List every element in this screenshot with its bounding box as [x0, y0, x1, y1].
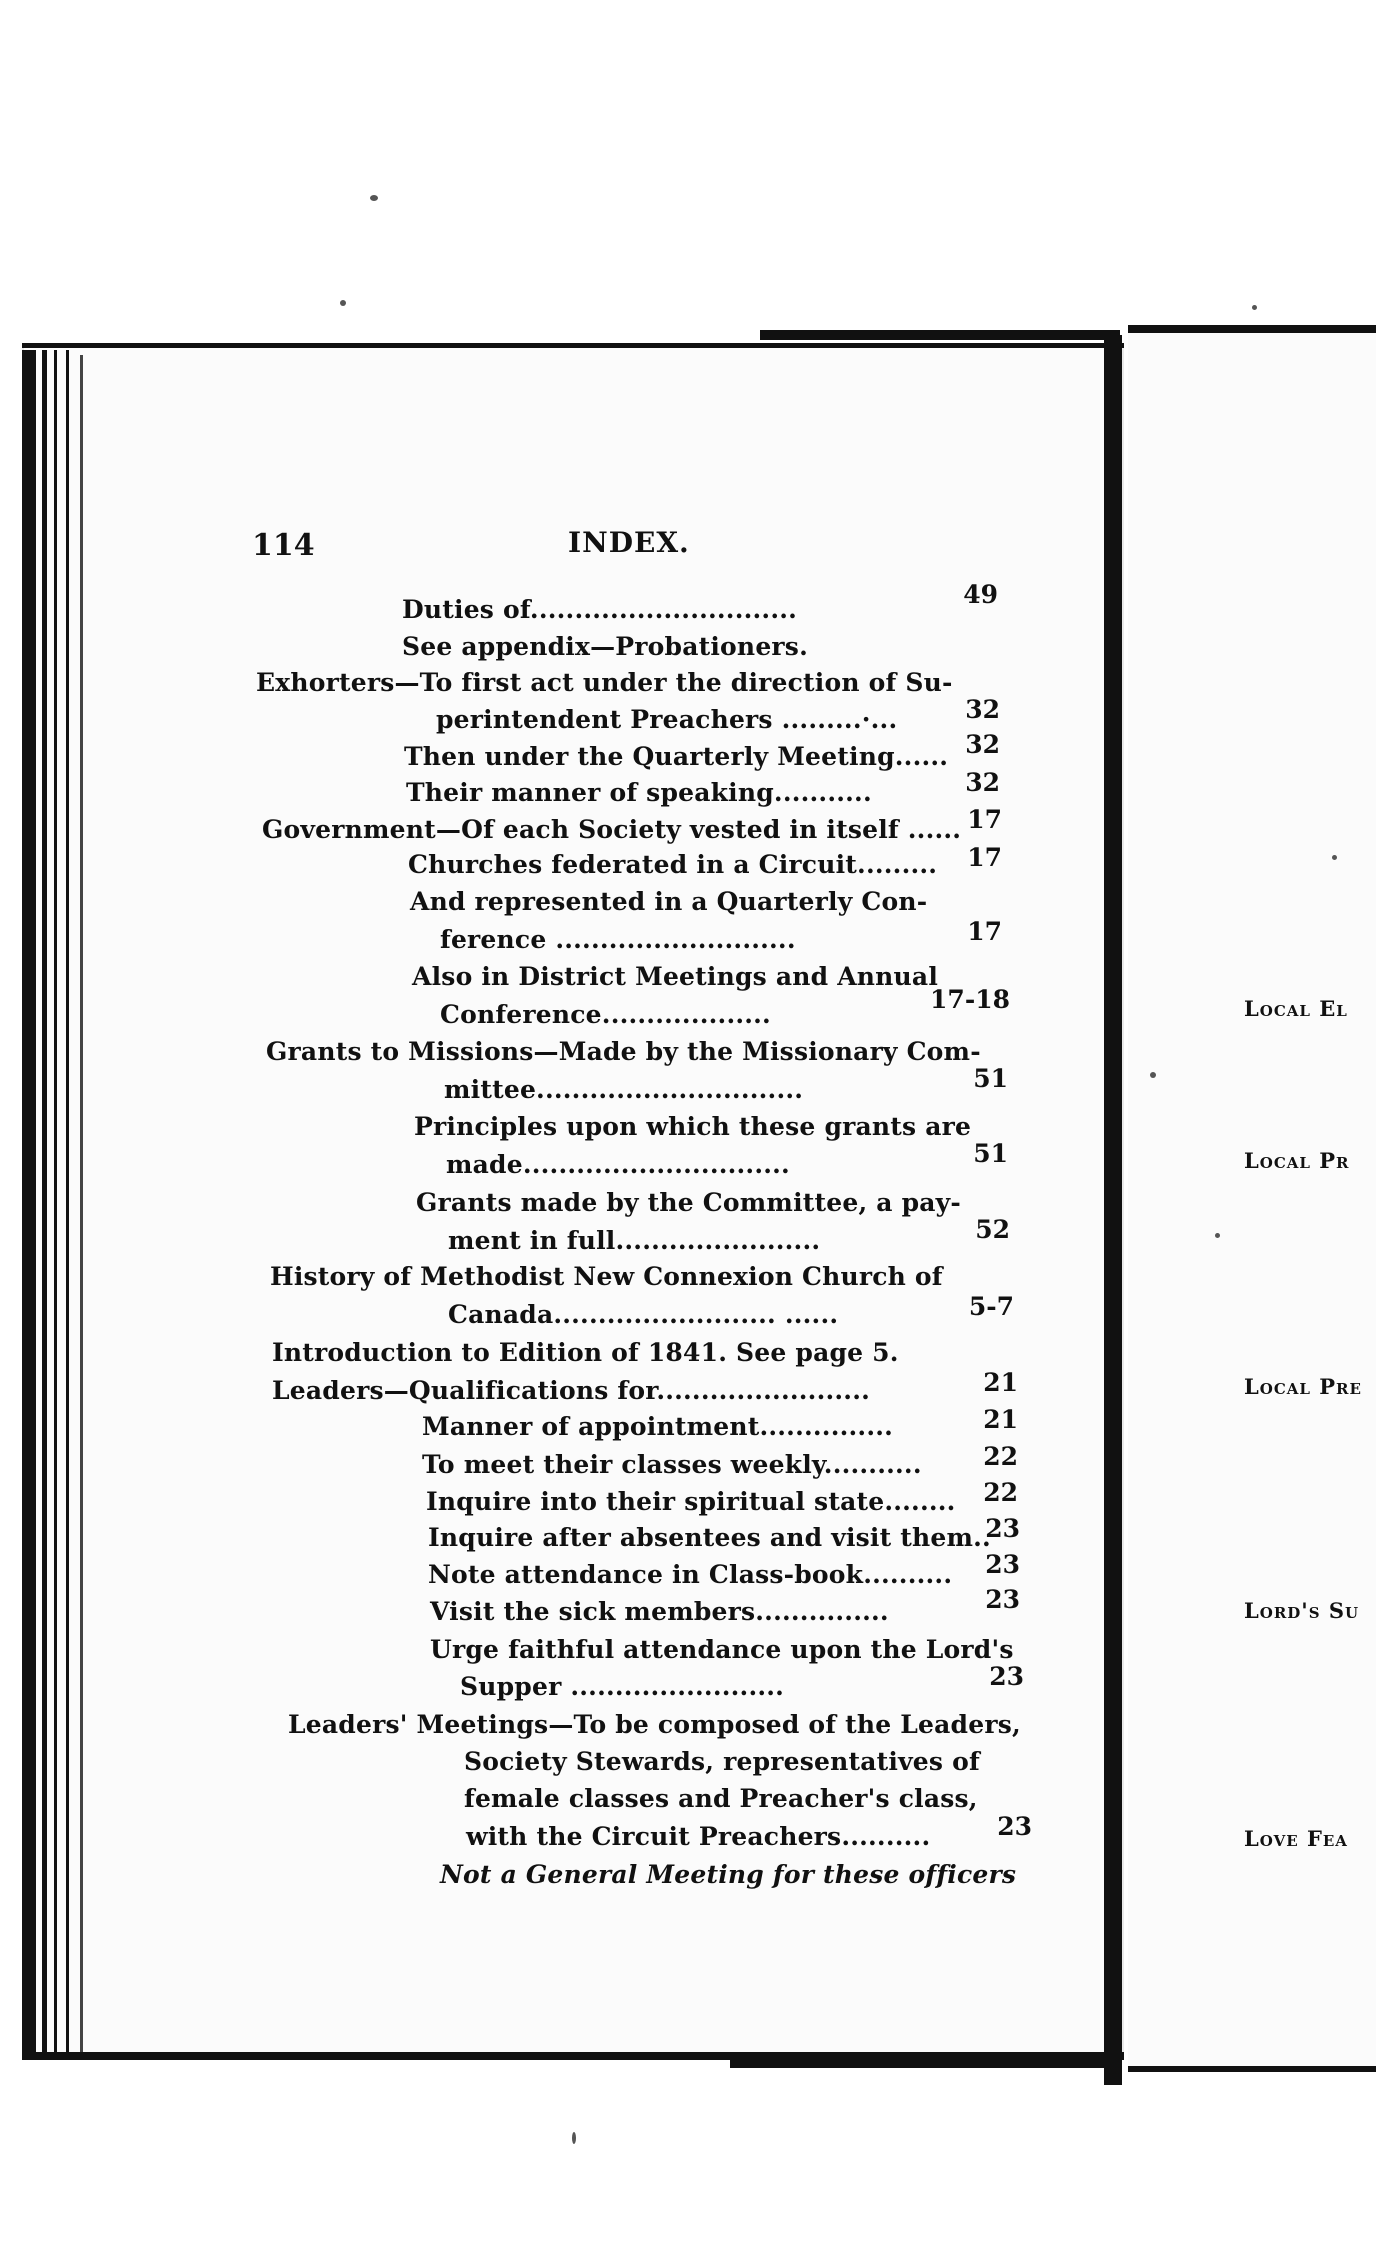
index-entry: Introduction to Edition of 1841. See page 5. [272, 1338, 899, 1367]
index-entry: To meet their classes weekly........... [422, 1450, 922, 1479]
index-page-ref: 21 [983, 1368, 1018, 1397]
index-entry: Visit the sick members............... [430, 1597, 889, 1626]
index-entry: Leaders—Qualifications for........................ [272, 1376, 871, 1405]
index-entry: Inquire after absentees and visit them.. [428, 1523, 991, 1552]
dust-speck [370, 195, 378, 201]
index-page-ref: 17 [967, 917, 1002, 946]
page-edge [66, 350, 69, 2060]
right-page-entry-head: Local El [1244, 996, 1348, 1021]
index-page-ref: 32 [965, 695, 1000, 724]
index-entry: Duties of.............................. [402, 595, 798, 624]
index-page-ref: 22 [983, 1442, 1018, 1471]
page-edge [22, 2052, 1124, 2060]
page-edge [42, 350, 47, 2060]
index-page-ref: 17 [967, 805, 1002, 834]
dust-speck [1215, 1233, 1220, 1238]
index-entry: Society Stewards, representatives of [464, 1747, 980, 1776]
index-entry: Churches federated in a Circuit......... [408, 850, 938, 879]
page-edge [80, 355, 83, 2055]
index-entry: ment in full....................... [448, 1226, 821, 1255]
index-entry: Leaders' Meetings—To be composed of the Leaders, [288, 1710, 1021, 1739]
right-page [1128, 330, 1376, 2070]
index-page-ref: 52 [975, 1215, 1010, 1244]
page-edge [22, 343, 1124, 348]
page-edge [760, 330, 1120, 340]
index-entry: Not a General Meeting for these officers [440, 1860, 1017, 1889]
right-page-entry-head: Local Pr [1244, 1148, 1350, 1173]
index-entry: Also in District Meetings and Annual [412, 962, 939, 991]
index-page-ref: 32 [965, 768, 1000, 797]
index-entry: Manner of appointment............... [422, 1412, 894, 1441]
page-edge [730, 2060, 1120, 2068]
right-page-entry-head: Local Pre [1244, 1374, 1362, 1399]
index-entry: Then under the Quarterly Meeting...... [404, 742, 949, 771]
index-entry: Grants made by the Committee, a pay- [416, 1188, 961, 1217]
index-entry: Government—Of each Society vested in itself ...... [262, 815, 962, 844]
index-entry: Supper ........................ [460, 1672, 785, 1701]
page-edge [1128, 325, 1376, 333]
dust-speck [340, 300, 346, 306]
index-entry: mittee.............................. [444, 1075, 804, 1104]
index-entry: made.............................. [446, 1150, 790, 1179]
index-entry: History of Methodist New Connexion Church of [270, 1262, 943, 1291]
index-page-ref: 23 [989, 1662, 1024, 1691]
index-page-ref: 17 [967, 843, 1002, 872]
dust-speck [572, 2132, 576, 2144]
index-page-ref: 17-18 [930, 985, 1010, 1014]
index-entry: ference ........................... [440, 925, 796, 954]
index-entry: And represented in a Quarterly Con- [410, 887, 928, 916]
dust-speck [1252, 305, 1257, 310]
right-page-entry-head: Lord's Su [1244, 1598, 1360, 1623]
index-entry: Grants to Missions—Made by the Missionary Com- [266, 1037, 981, 1066]
index-entry: Their manner of speaking........... [406, 778, 872, 807]
index-page-ref: 49 [963, 580, 998, 609]
book-gutter [1104, 335, 1122, 2085]
index-entry: Canada......................... ...... [448, 1300, 839, 1329]
index-entry: Principles upon which these grants are [414, 1112, 972, 1141]
index-page-ref: 5-7 [968, 1292, 1014, 1321]
index-page-ref: 23 [985, 1514, 1020, 1543]
page-edge [1128, 2066, 1376, 2072]
index-entry: with the Circuit Preachers.......... [466, 1822, 931, 1851]
index-entry: Inquire into their spiritual state........ [426, 1487, 956, 1516]
index-page-ref: 23 [997, 1812, 1032, 1841]
index-page-ref: 23 [985, 1550, 1020, 1579]
right-page-entry-head: Love Fea [1244, 1826, 1348, 1851]
index-entry: perintendent Preachers .........·... [436, 705, 898, 734]
index-entry: Urge faithful attendance upon the Lord's [430, 1635, 1014, 1664]
index-entry: See appendix—Probationers. [402, 632, 808, 661]
page-title: INDEX. [568, 526, 690, 559]
page-edge [22, 350, 36, 2060]
index-page-ref: 22 [983, 1478, 1018, 1507]
index-entry: Note attendance in Class-book.......... [428, 1560, 953, 1589]
index-entry: Conference................... [440, 1000, 771, 1029]
dust-speck [1332, 855, 1337, 860]
page-number: 114 [252, 528, 315, 563]
index-page-ref: 51 [973, 1064, 1008, 1093]
dust-speck [1150, 1072, 1156, 1078]
index-page-ref: 51 [973, 1139, 1008, 1168]
index-page-ref: 21 [983, 1405, 1018, 1434]
index-entry: female classes and Preacher's class, [464, 1784, 978, 1813]
index-page-ref: 32 [965, 730, 1000, 759]
index-entry: Exhorters—To first act under the direction of Su- [256, 668, 953, 697]
index-page-ref: 23 [985, 1585, 1020, 1614]
page-edge [54, 350, 57, 2060]
